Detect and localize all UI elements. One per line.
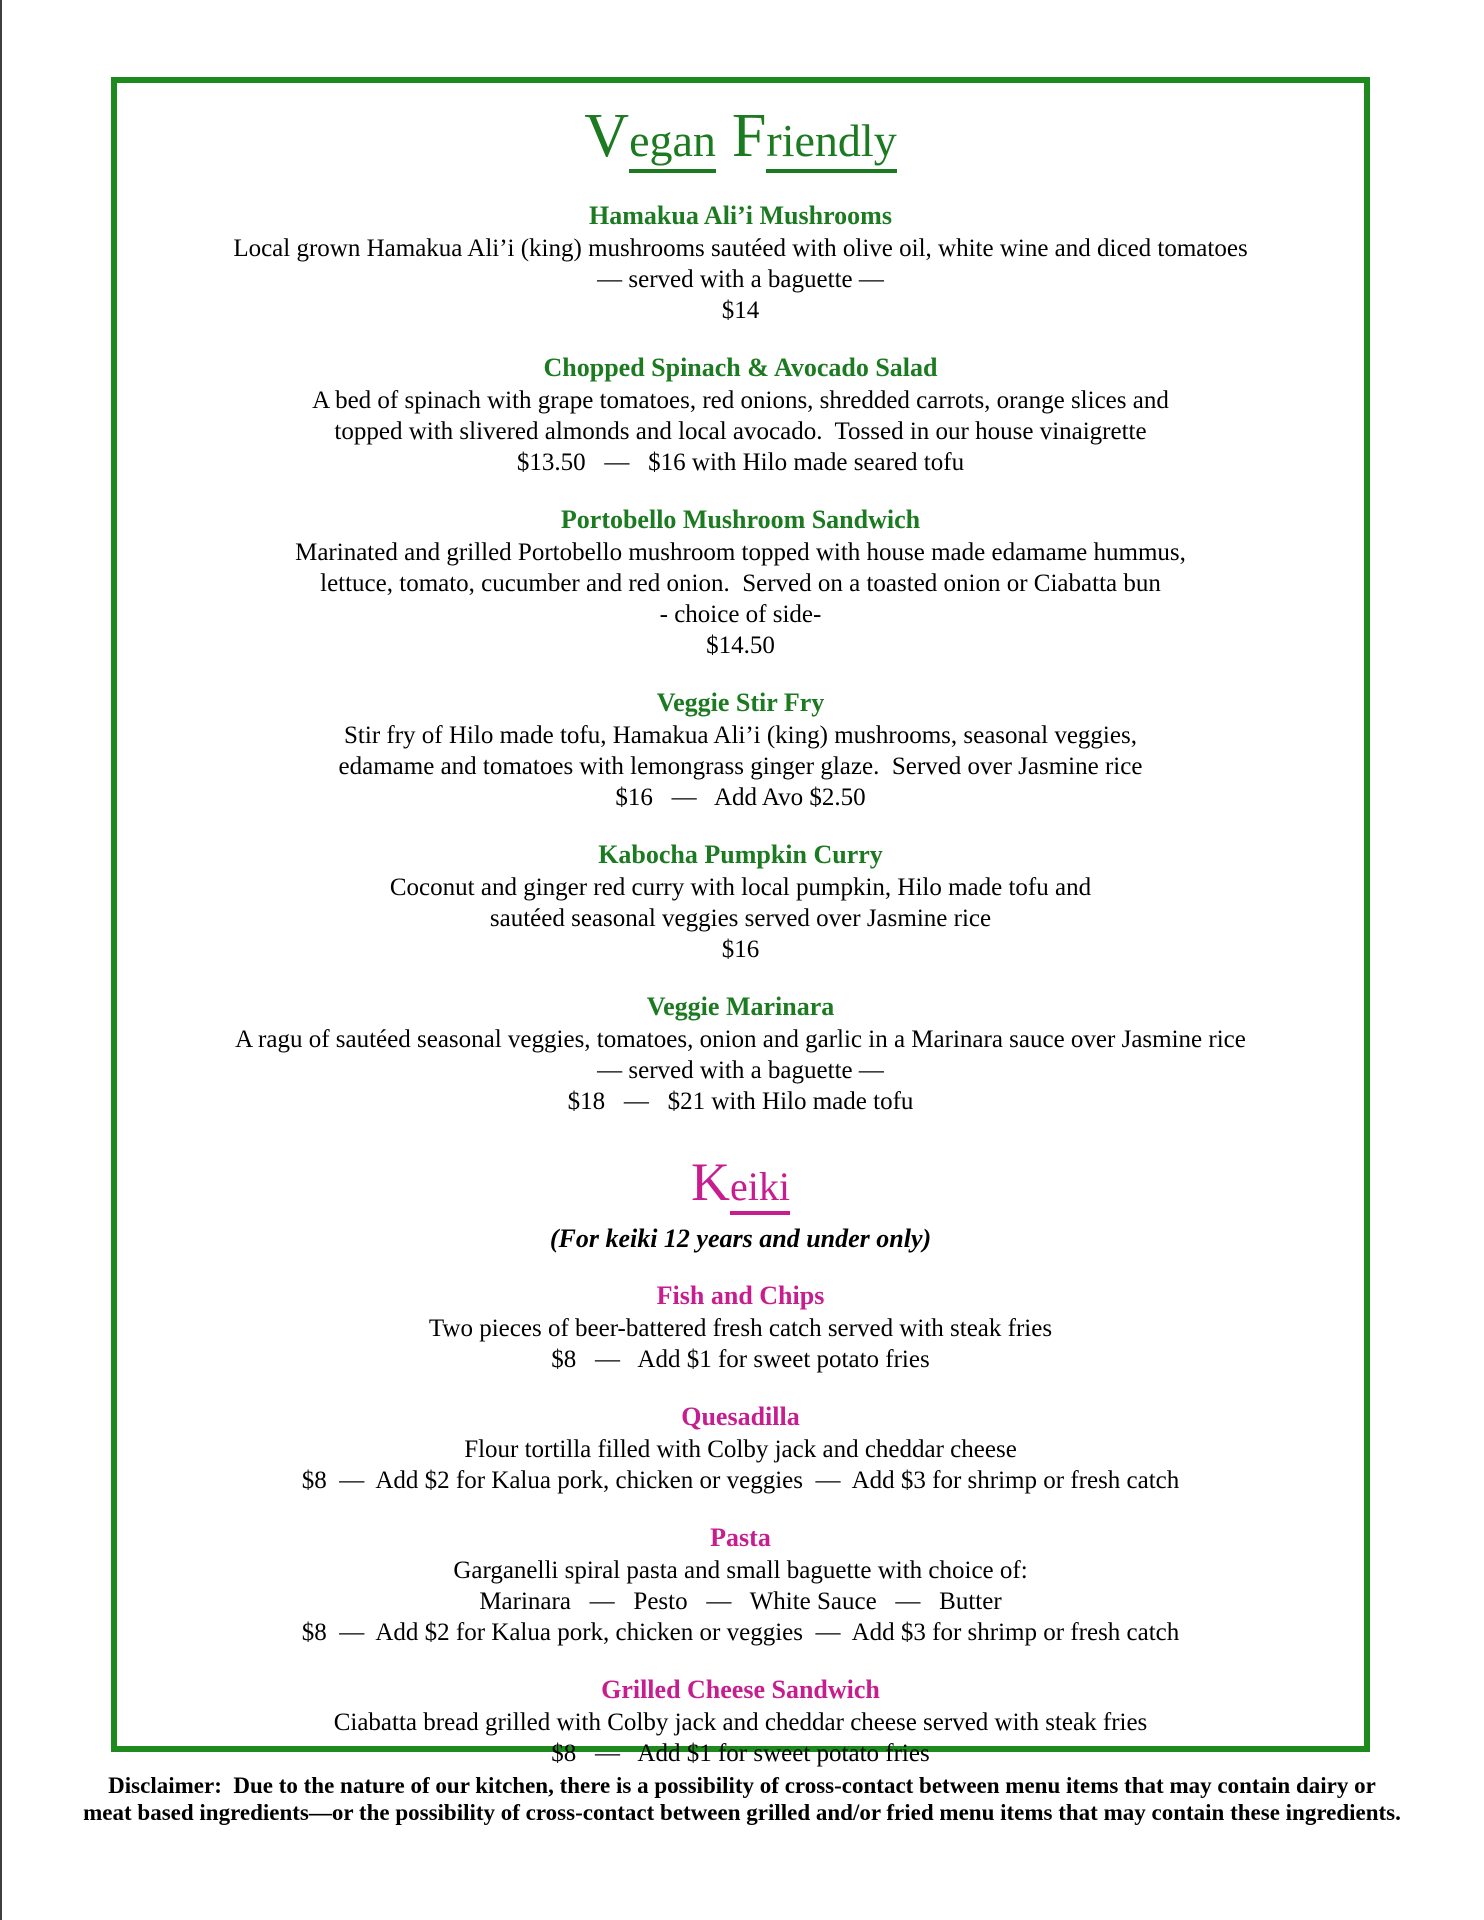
title-word-friendly — [731, 102, 897, 170]
menu-item-line: Garganelli spiral pasta and small baguette with choice of: — [453, 1557, 1028, 1585]
menu-item-line: Local grown Hamakua Ali’i (king) mushrooms sautéed with olive oil, white wine and diced tomatoes — [233, 235, 1248, 263]
menu-item-price: $8 — Add $1 for sweet potato fries — [551, 1740, 930, 1768]
menu-item-price: $8 — Add $1 for sweet potato fries — [551, 1346, 930, 1374]
menu-item-line: A bed of spinach with grape tomatoes, red onions, shredded carrots, orange slices and — [312, 387, 1169, 415]
page-edge-line — [0, 0, 2, 1920]
menu-item-line: — served with a baguette — — [597, 1057, 884, 1085]
menu-item-hamakua-mushrooms — [117, 200, 1364, 326]
menu-item-heading: Portobello Mushroom Sandwich — [560, 505, 921, 535]
disclaimer-line: Disclaimer: Due to the nature of our kitchen, there is a possibility of cross-contact between menu items that may contain dairy or — [108, 1773, 1376, 1798]
menu-item-portobello-sandwich — [117, 504, 1364, 661]
menu-item-heading: Grilled Cheese Sandwich — [601, 1675, 880, 1705]
menu-item-grilled-cheese-sandwich — [117, 1674, 1364, 1769]
menu-border-box — [111, 77, 1370, 1768]
title-initial-f: F — [731, 102, 767, 170]
menu-item-price: $8 — Add $2 for Kalua pork, chicken or veggies — Add $3 for shrimp or fresh catch — [301, 1619, 1180, 1647]
menu-item-line: lettuce, tomato, cucumber and red onion. Served on a toasted onion or Ciabatta bun — [320, 570, 1161, 598]
menu-item-veggie-stir-fry — [117, 687, 1364, 813]
title-underlined-eiki: eiki — [730, 1164, 790, 1215]
menu-item-heading: Quesadilla — [681, 1402, 800, 1432]
menu-item-price: $14.50 — [706, 632, 775, 660]
menu-item-line: Flour tortilla filled with Colby jack and cheddar cheese — [464, 1436, 1017, 1464]
menu-item-line: Coconut and ginger red curry with local pumpkin, Hilo made tofu and — [389, 874, 1092, 902]
disclaimer — [0, 1772, 1484, 1826]
menu-item-veggie-marinara — [117, 991, 1364, 1117]
keiki-title — [117, 1151, 1364, 1213]
title-word-vegan — [584, 102, 716, 170]
disclaimer-line: meat based ingredients—or the possibility of cross-contact between grilled and/or fried menu items that may contain these ingredients. — [83, 1800, 1401, 1825]
menu-item-spinach-avocado-salad — [117, 352, 1364, 478]
menu-item-line: Two pieces of beer-battered fresh catch served with steak fries — [428, 1315, 1053, 1343]
menu-item-pasta — [117, 1522, 1364, 1648]
menu-item-line: Stir fry of Hilo made tofu, Hamakua Ali’i (king) mushrooms, seasonal veggies, — [344, 722, 1137, 750]
menu-item-price: $14 — [721, 297, 760, 325]
menu-item-line: topped with slivered almonds and local avocado. Tossed in our house vinaigrette — [334, 418, 1147, 446]
menu-item-heading: Pasta — [710, 1523, 771, 1553]
menu-item-heading: Fish and Chips — [656, 1281, 825, 1311]
menu-item-line: — served with a baguette — — [597, 266, 884, 294]
title-word-keiki — [691, 1152, 790, 1213]
menu-content — [117, 83, 1364, 1769]
menu-item-price: $8 — Add $2 for Kalua pork, chicken or veggies — Add $3 for shrimp or fresh catch — [301, 1467, 1180, 1495]
menu-item-fish-and-chips — [117, 1280, 1364, 1375]
menu-item-kabocha-pumpkin-curry — [117, 839, 1364, 965]
menu-item-line: Marinara — Pesto — White Sauce — Butter — [479, 1588, 1002, 1616]
title-underlined-egan: egan — [629, 115, 716, 173]
title-initial-k: K — [691, 1152, 730, 1213]
title-underlined-riendly: riendly — [766, 115, 896, 173]
menu-item-price: $16 — Add Avo $2.50 — [615, 784, 866, 812]
vegan-friendly-title — [117, 101, 1364, 172]
keiki-header — [117, 1151, 1364, 1254]
menu-item-line: edamame and tomatoes with lemongrass ginger glaze. Served over Jasmine rice — [338, 753, 1143, 781]
menu-item-line: A ragu of sautéed seasonal veggies, tomatoes, onion and garlic in a Marinara sauce over Jasmine rice — [235, 1026, 1246, 1054]
menu-item-line: sautéed seasonal veggies served over Jasmine rice — [489, 905, 992, 933]
menu-item-heading: Hamakua Ali’i Mushrooms — [589, 201, 892, 231]
menu-item-quesadilla — [117, 1401, 1364, 1496]
title-initial-v: V — [584, 102, 630, 170]
menu-item-price: $16 — [721, 936, 760, 964]
menu-item-price: $13.50 — $16 with Hilo made seared tofu — [516, 449, 965, 477]
menu-item-price: $18 — $21 with Hilo made tofu — [567, 1088, 914, 1116]
menu-item-line: Ciabatta bread grilled with Colby jack and cheddar cheese served with steak fries — [333, 1709, 1148, 1737]
menu-item-line: - choice of side- — [659, 601, 822, 629]
menu-item-line: Marinated and grilled Portobello mushroom topped with house made edamame hummus, — [295, 539, 1186, 567]
menu-item-heading: Kabocha Pumpkin Curry — [598, 840, 883, 870]
menu-item-heading: Chopped Spinach & Avocado Salad — [543, 353, 938, 383]
menu-item-heading: Veggie Stir Fry — [656, 688, 825, 718]
menu-item-heading: Veggie Marinara — [646, 992, 835, 1022]
keiki-subtitle: (For keiki 12 years and under only) — [549, 1224, 932, 1254]
